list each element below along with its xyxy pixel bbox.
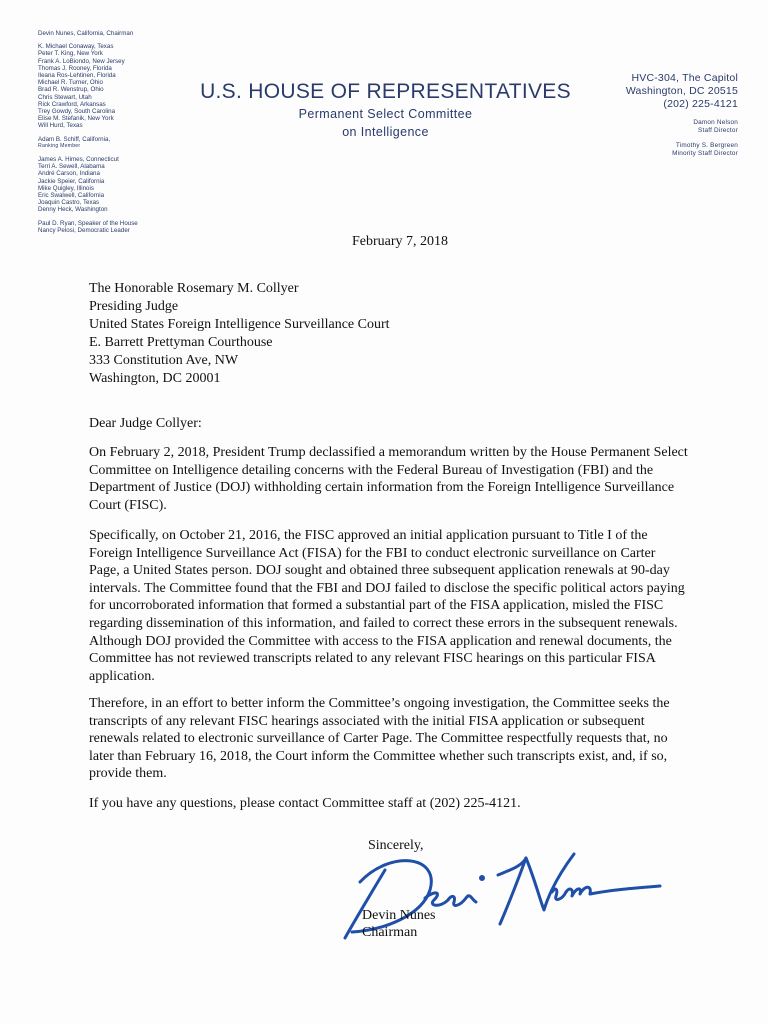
closing: Sincerely, [368, 838, 424, 853]
contact-block [548, 72, 738, 158]
minority-staff-name: Timothy S. Bergreen [675, 142, 738, 149]
roster-ex-officio-member: Nancy Pelosi, Democratic Leader [38, 226, 130, 234]
roster-member: Will Hurd, Texas [38, 122, 83, 130]
roster-member: Ileana Ros-Lehtinen, Florida [38, 72, 116, 80]
paragraph-2: Specifically, on October 21, 2016, the FISC approved an initial application pursuant to Title I of the Foreign Intelligence Surveillance Act (FISA) for the FBI to conduct electronic surveillance on Carter Page, a United States person. DOJ sought and obtained three subsequent application renewals at 90-day intervals. The Committee found that the FBI and DOJ failed to disclose the specific political actors paying for uncorroborated information that formed a substantial part of the FISA application, misled the FISC regarding dissemination of this information, and failed to correct these errors in the subsequent renewals. Although DOJ provided the Committee with access to the FISA application and renewal documents, the Committee has not reviewed transcripts related to any relevant FISC hearings on this particular FISA application. [89, 528, 685, 684]
roster-chairman: Devin Nunes, California, Chairman [38, 30, 134, 37]
staff-director-name: Damon Nelson [693, 119, 738, 126]
signer-block [362, 907, 436, 941]
signer-title: Chairman [362, 925, 418, 940]
address-line1: HVC-304, The Capitol [631, 72, 738, 84]
letterhead [188, 80, 583, 140]
salutation: Dear Judge Collyer: [89, 416, 202, 431]
roster-ranking-member-title: Ranking Member [38, 142, 81, 149]
signer-name: Devin Nunes [362, 908, 436, 923]
roster-majority-list [38, 43, 188, 129]
address-line2: Washington, DC 20515 [625, 85, 738, 97]
roster-member: André Carson, Indiana [38, 170, 100, 178]
staff-director-title: Staff Director [698, 127, 738, 134]
roster-member: Rick Crawford, Arkansas [38, 100, 106, 108]
committee-name-line2: on Intelligence [342, 125, 429, 139]
roster-member: Thomas J. Rooney, Florida [38, 64, 112, 72]
roster-ex-officio-member: Paul D. Ryan, Speaker of the House [38, 219, 138, 227]
roster-member: Michael R. Turner, Ohio [38, 79, 103, 87]
roster-member: Terri A. Sewell, Alabama [38, 163, 105, 171]
paragraph-1: On February 2, 2018, President Trump declassified a memorandum written by the House Permanent Select Committee on Intelligence detailing concerns with the Federal Bureau of Investigation (FBI) and the Department of Justice (DOJ) withholding certain information from the Foreign Intelligence Surveillance Court (FISC). [89, 445, 688, 513]
roster-member: Chris Stewart, Utah [38, 93, 92, 101]
roster-member: K. Michael Conaway, Texas [38, 43, 114, 51]
roster-member: Trey Gowdy, South Carolina [38, 108, 116, 116]
roster-ranking-member: Adam B. Schiff, California, [38, 135, 111, 143]
roster-minority-list [38, 156, 188, 214]
recipient-address [89, 280, 390, 388]
roster-ex-officio-list [38, 220, 188, 234]
roster-member: Peter T. King, New York [38, 50, 103, 58]
phone-number: (202) 225-4121 [663, 98, 738, 110]
house-title: U.S. HOUSE OF REPRESENTATIVES [200, 80, 571, 103]
letter-date: February 7, 2018 [351, 234, 449, 249]
committee-roster [38, 30, 188, 240]
roster-member: Denny Heck, Washington [38, 206, 108, 214]
roster-member: Mike Quigley, Illinois [38, 184, 94, 192]
recipient-line: Washington, DC 20001 [89, 371, 221, 386]
roster-member: Elise M. Stefanik, New York [38, 115, 114, 123]
roster-member: Frank A. LoBiondo, New Jersey [38, 57, 125, 65]
roster-member: Jackie Speier, California [38, 177, 105, 185]
recipient-line: United States Foreign Intelligence Surveillance Court [89, 317, 390, 332]
roster-member: Brad R. Wenstrup, Ohio [38, 86, 104, 94]
recipient-line: Presiding Judge [89, 299, 179, 314]
recipient-line: The Honorable Rosemary M. Collyer [89, 281, 299, 296]
recipient-line: 333 Constitution Ave, NW [89, 353, 239, 368]
minority-staff-title: Minority Staff Director [672, 150, 738, 157]
roster-member: Joaquin Castro, Texas [38, 199, 100, 207]
recipient-line: E. Barrett Prettyman Courthouse [89, 335, 273, 350]
paragraph-3: Therefore, in an effort to better inform the Committee’s ongoing investigation, the Committee seeks the transcripts of any relevant FISC hearings associated with the initial FISA application or subsequent renewals related to electronic surveillance of Carter Page. The Committee respectfully requests that, no later than February 16, 2018, the Court inform the Committee whether such transcripts exist, and, if so, provide them. [89, 696, 670, 782]
roster-member: Eric Swalwell, California [38, 192, 105, 200]
paragraph-4: If you have any questions, please contact Committee staff at (202) 225-4121. [89, 796, 521, 811]
committee-name-line1: Permanent Select Committee [298, 107, 473, 121]
roster-member: James A. Himes, Connecticut [38, 156, 119, 164]
